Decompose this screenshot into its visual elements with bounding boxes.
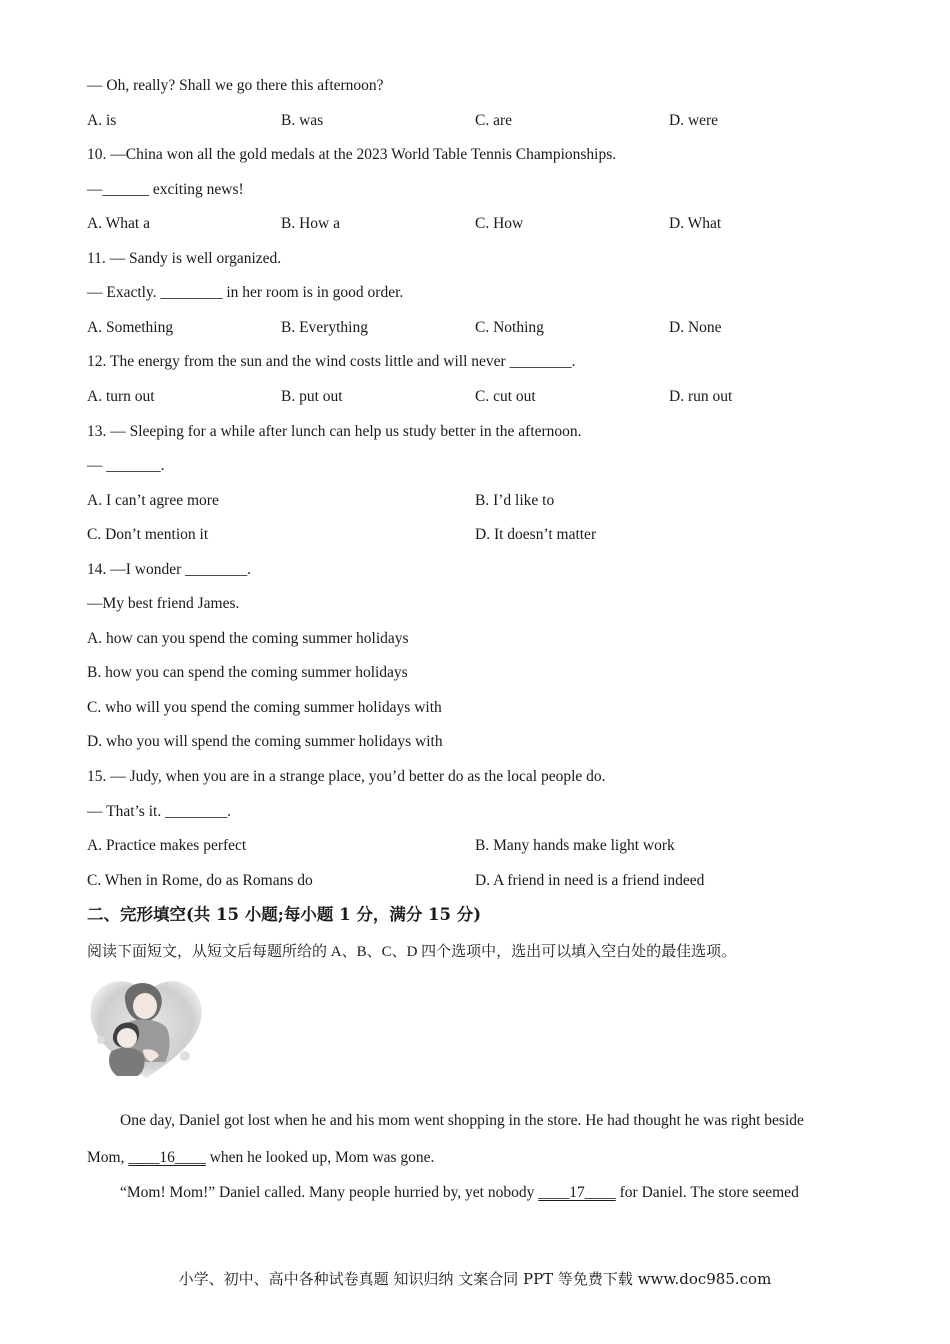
q9-option-b: B. was [281, 112, 324, 129]
question-10: 10. —China won all the gold medals at the 2023 World Table Tennis Championships. [87, 146, 617, 163]
mother-child-illustration [85, 970, 207, 1085]
q9-option-a: A. is [87, 112, 117, 129]
q14-option-c: C. who will you spend the coming summer holidays with [87, 699, 442, 716]
q12-option-b: B. put out [281, 388, 343, 405]
question-12: 12. The energy from the sun and the wind costs little and will never ________. [87, 353, 576, 370]
blank-17: ____17____ [538, 1184, 616, 1201]
q10-option-d: D. What [669, 215, 722, 232]
passage-text: Mom, [87, 1149, 129, 1166]
q12-option-c: C. cut out [475, 388, 536, 405]
q11-option-c: C. Nothing [475, 319, 544, 336]
section-heading: 二、完形填空(共 15 小题;每小题 1 分，满分 15 分) [87, 905, 482, 924]
q12-option-d: D. run out [669, 388, 733, 405]
question-14: 14. —I wonder ________. [87, 561, 252, 578]
q15-option-a: A. Practice makes perfect [87, 837, 247, 854]
passage-text: “Mom! Mom!” Daniel called. Many people hurried by, yet nobody [120, 1184, 539, 1201]
q13-option-b: B. I’d like to [475, 492, 555, 509]
question-10-reply: —______ exciting news! [87, 181, 244, 198]
q11-option-d: D. None [669, 319, 722, 336]
q15-option-d: D. A friend in need is a friend indeed [475, 872, 705, 889]
q10-option-b: B. How a [281, 215, 340, 232]
q14-option-b: B. how you can spend the coming summer holidays [87, 664, 408, 681]
passage-text: for Daniel. The store seemed [615, 1184, 799, 1201]
q10-option-a: A. What a [87, 215, 150, 232]
passage-paragraph-1-line-1: One day, Daniel got lost when he and his mom went shopping in the store. He had thought he was right beside [120, 1112, 804, 1129]
question-13-reply: — _______. [87, 457, 165, 474]
q9-option-c: C. are [475, 112, 513, 129]
q15-option-c: C. When in Rome, do as Romans do [87, 872, 313, 889]
question-11-reply: — Exactly. ________ in her room is in good order. [87, 284, 404, 301]
q14-option-d: D. who you will spend the coming summer holidays with [87, 733, 443, 750]
question-14-reply: —My best friend James. [87, 595, 240, 612]
blank-16: ____16____ [128, 1149, 206, 1166]
passage-paragraph-2 [87, 1183, 867, 1203]
q9-option-d: D. were [669, 112, 719, 129]
q15-option-b: B. Many hands make light work [475, 837, 675, 854]
q14-option-a: A. how can you spend the coming summer holidays [87, 630, 409, 647]
question-15-reply: — That’s it. ________. [87, 803, 231, 820]
q12-option-a: A. turn out [87, 388, 155, 405]
q13-option-d: D. It doesn’t matter [475, 526, 597, 543]
q11-option-a: A. Something [87, 319, 174, 336]
q13-option-a: A. I can’t agree more [87, 492, 219, 509]
q11-option-b: B. Everything [281, 319, 368, 336]
q10-option-c: C. How [475, 215, 524, 232]
question-11: 11. — Sandy is well organized. [87, 250, 282, 267]
page-footer: 小学、初中、高中各种试卷真题 知识归纳 文案合同 PPT 等免费下载 www.doc985.com [178, 1270, 772, 1288]
q13-option-c: C. Don’t mention it [87, 526, 209, 543]
question-9-reply: — Oh, really? Shall we go there this afternoon? [87, 77, 384, 94]
question-13: 13. — Sleeping for a while after lunch can help us study better in the afternoon. [87, 423, 582, 440]
passage-paragraph-1-line-2 [87, 1148, 867, 1168]
section-instruction: 阅读下面短文，从短文后每题所给的 A、B、C、D 四个选项中，选出可以填入空白处的最佳选项。 [87, 944, 737, 960]
passage-text: when he looked up, Mom was gone. [205, 1149, 435, 1166]
question-15: 15. — Judy, when you are in a strange place, you’d better do as the local people do. [87, 768, 606, 785]
